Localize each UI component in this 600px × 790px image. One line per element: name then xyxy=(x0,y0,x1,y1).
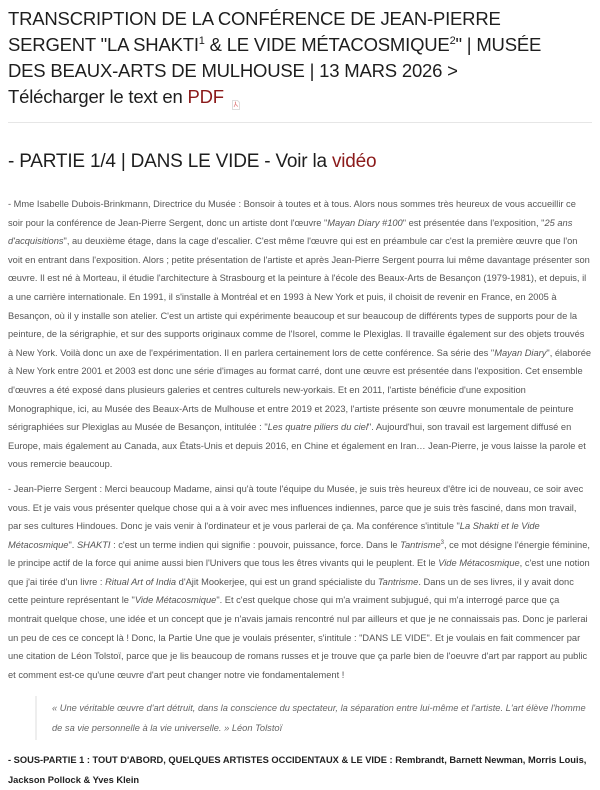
title-line-4 xyxy=(8,84,592,110)
italic-text: Vide Métacosmique xyxy=(134,595,217,606)
pdf-file-icon[interactable] xyxy=(232,91,240,101)
title-text: " | MUSÉE xyxy=(455,34,542,55)
text-segment: - Mme Isabelle Dubois-Brinkmann, Directrice du Musée : Bonsoir à toutes et à tous. Alors nous sommes très heureux de vous accueillir ce soir pour la conférence de Jean-Pierre Sergent, donc un artiste dont l'œuvre " xyxy=(8,199,576,228)
subpart-heading: - SOUS-PARTIE 1 : TOUT D'ABORD, QUELQUES ARTISTES OCCIDENTAUX & LE VIDE : Rembrandt, Barnett Newman, Morris Louis, Jackson Pollock & Yves Klein xyxy=(8,755,587,786)
text-segment: " est présentée dans l'exposition, " xyxy=(402,217,545,228)
title-line-2 xyxy=(8,32,592,58)
part-heading xyxy=(8,149,592,175)
footnote-ref[interactable]: 3 xyxy=(440,539,444,546)
italic-text: Ritual Art of India xyxy=(105,576,177,587)
video-link[interactable]: vidéo xyxy=(331,151,377,172)
italic-text: Les quatre piliers du ciel xyxy=(267,422,368,433)
text-segment: ". xyxy=(68,539,77,550)
title-line-3: DES BEAUX-ARTS DE MULHOUSE | 13 MARS 2026 > xyxy=(8,60,458,81)
italic-text: SHAKTI xyxy=(76,539,111,550)
divider xyxy=(8,122,592,123)
pdf-download-link[interactable]: PDF xyxy=(187,86,224,107)
title-text: & LE VIDE MÉTACOSMIQUE xyxy=(204,34,450,55)
text-segment: d'Ajit Mookerjee, qui est un grand spécialiste du xyxy=(176,576,378,587)
italic-text: Vide Métacosmique xyxy=(438,558,520,569)
text-segment: : c'est un terme indien qui signifie : pouvoir, puissance, force. Dans le xyxy=(110,539,401,550)
text-segment: ". Aujourd'hui, son travail est largement diffusé en Europe, mais également au Canada, aux États-Unis et depuis 2016, en Chine et également en Iran… Jean-Pierre, je vous laisse la parole et vous remercie beaucoup. xyxy=(8,422,586,470)
footnote-ref-1[interactable]: 1 xyxy=(198,34,205,47)
paragraph-artist xyxy=(8,480,592,685)
title-text: SERGENT "LA SHAKTI xyxy=(8,34,199,55)
tolstoy-quote: « Une véritable œuvre d'art détruit, dans la conscience du spectateur, la séparation entre lui-même et l'artiste. L'art élève l'homme de sa vie personnelle à la vie universelle. » Léon Tolstoï xyxy=(35,696,592,740)
text-segment: ". Et c'est quelque chose qui m'a vraiment subjugué, qui m'a interrogé parce que ça montrait quelque chose, une idée et un concept que je n'avais jamais rencontré nul par ailleurs et que je ne connaissais pas. Donc je parlerai un peu de ces ce concept là ! Donc, la Partie Une que je voulais présenter, s'intitule : "DANS LE VIDE". Et je voulais en fait commencer par une citation de Léon Tolstoï, parce que je lis beaucoup de romans russes et je trouve que ça parle bien de l'oeuvre d'art par rapport au public et comment est-ce qu'une œuvre d'art peut changer notre vie fondamentalement ! xyxy=(8,595,588,680)
footnote-ref-2[interactable]: 2 xyxy=(449,34,456,47)
paragraph-director xyxy=(8,195,592,474)
italic-text: Mayan Diary xyxy=(494,347,547,358)
italic-text: Tantrisme xyxy=(377,576,419,587)
text-segment: , ce mot désigne l'énergie féminine, le principe actif de la force qui anime aussi bien l'Univers que tous les êtres vivants qui le peuplent. Et le xyxy=(8,539,590,569)
italic-text: La Shakti et le Vide Métacosmique xyxy=(8,521,540,550)
italic-text: Mayan Diary #100 xyxy=(327,217,403,228)
part-heading-text: - PARTIE 1/4 | DANS LE VIDE - Voir la xyxy=(8,151,332,172)
text-segment: , c'est une notion que j'ai tirée d'un livre : xyxy=(8,558,590,587)
italic-text: 25 ans d'acquisitions xyxy=(8,217,573,247)
italic-text: Tantrisme xyxy=(400,539,441,550)
text-segment: ", élaborée à New York entre 2001 et 2003 est donc une série d'images au format carré, dont une œuvre est présentée dans l'exposition. Cet ensemble d'œuvres a été exposé dans plusieurs galeries et centres culturels new-yorkais. Et en 2011, l'artiste bénéficie d'une exposition Monographique, ici, au Musée des Beaux-Arts de Mulhouse et entre 2019 et 2023, l'artiste présente son œuvre monumentale de peinture sérigraphiées sur Plexiglas au Musée de Besançon, intitulée : " xyxy=(8,347,592,433)
page-title xyxy=(8,0,592,110)
text-segment: - Jean-Pierre Sergent : Merci beaucoup Madame, ainsi qu'à toute l'équipe du Musée, je suis très heureux d'être ici de nouveau, ce soir avec vous. Et je vais vous présenter quelque chose qui a à voir avec mes influences indiennes, parce que je suis très fasciné, dans mon travail, par ses cultures Hindoues. Donc je vais venir à l'ordinateur et je vous parlerai de ça. Ma conférence s'intitule " xyxy=(8,483,584,532)
download-label: Télécharger le text en xyxy=(8,86,188,107)
text-segment: ", au deuxième étage, dans la cage d'escalier. C'est même l'œuvre qui est en préambule car c'est la première œuvre que l'on voit en entrant dans l'exposition. Alors ; petite présentation de l'artiste et après Jean-Pierre Sergent pourra lui même davantage présenter son œuvre. Il est né à Morteau, il étudie l'architecture à Strasbourg et la peinture à l'école des Beaux-Arts de Besançon (1979-1981), et depuis, il a une carrière internationale. En 1991, il s'installe à Montréal et en 1993 à New York et puis, il choisit de revenir en France, en 2005 à Besançon, où il y installe son atelier. C'est un artiste qui expérimente beaucoup et sur beaucoup de différents types de supports pour de la peinture, de la sérigraphie, et sur des supports originaux comme de l'Isorel, comme le Plexiglas. Il travaille également sur des objets trouvés à New York. Voilà donc un axe de l'expérimentation. Il en parlera certainement lors de cette conférence. Sa série des " xyxy=(8,236,590,358)
title-line-1: TRANSCRIPTION DE LA CONFÉRENCE DE JEAN-PIERRE xyxy=(8,8,501,29)
text-segment: . Dans un de ses livres, il y avait donc cette peinture représentant le " xyxy=(8,576,574,606)
